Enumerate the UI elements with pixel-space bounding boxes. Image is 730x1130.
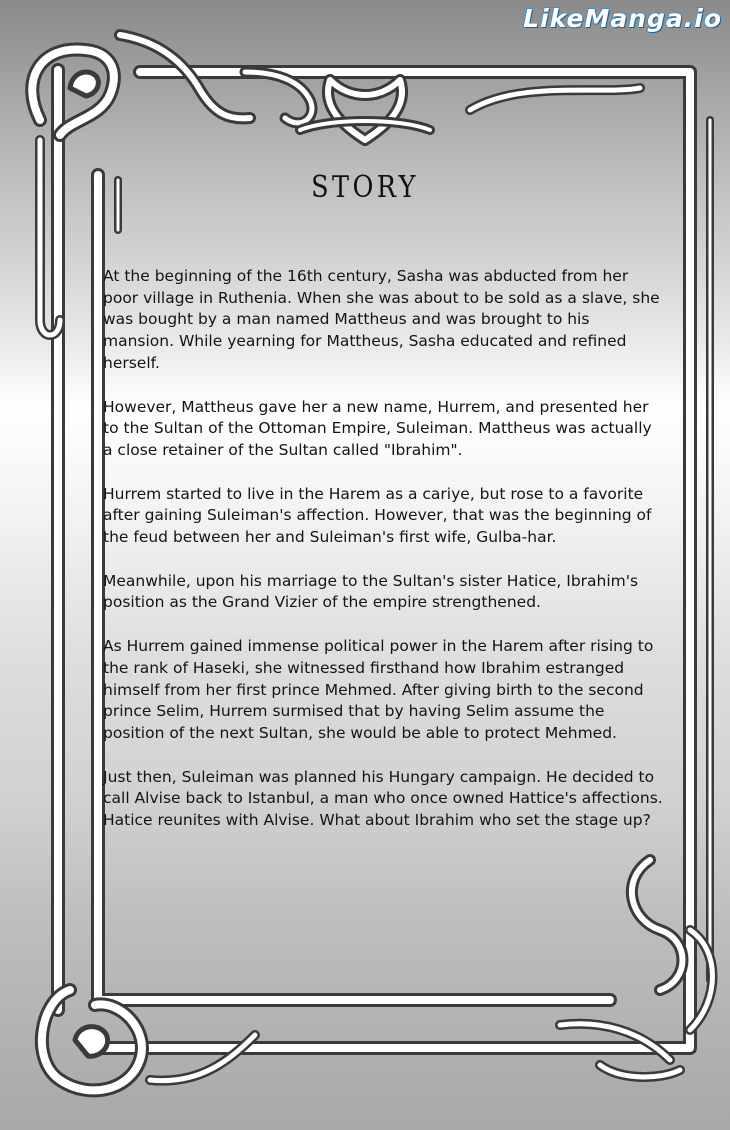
story-paragraph: Hurrem started to live in the Harem as a cariye, but rose to a favorite after gaining Suleiman's affection. However, that was the beginning of the feud between her and Suleiman's first wife, Gulba-har. xyxy=(103,484,652,547)
story-paragraph: Just then, Suleiman was planned his Hungary campaign. He decided to call Alvise back to Istanbul, a man who once owned Hattice's affections. Hatice reunites with Alvise. What about Ibrahim who set the stage up? xyxy=(103,767,663,830)
page-title: STORY xyxy=(311,170,419,205)
story-paragraph: However, Mattheus gave her a new name, Hurrem, and presented her to the Sultan of the Ottoman Empire, Suleiman. Mattheus was actually a close retainer of the Sultan called "Ibrahim". xyxy=(103,397,652,459)
story-paragraph: At the beginning of the 16th century, Sasha was abducted from her poor village in Ruthenia. When she was about to be sold as a slave, she was bought by a man named Mattheus and was brought to his mansion. While yearning for Mattheus, Sasha educated and refined herself. xyxy=(103,267,660,372)
story-text xyxy=(103,266,663,854)
watermark-logo: LikeManga.io xyxy=(523,4,722,33)
story-paragraph: Meanwhile, upon his marriage to the Sultan's sister Hatice, Ibrahim's position as the Grand Vizier of the empire strengthened. xyxy=(103,571,639,612)
story-paragraph: As Hurrem gained immense political power in the Harem after rising to the rank of Haseki, she witnessed firsthand how Ibrahim estranged himself from her first prince Mehmed. After giving birth to the second prince Selim, Hurrem surmised that by having Selim assume the position of the next Sultan, she would be able to protect Mehmed. xyxy=(103,637,654,742)
